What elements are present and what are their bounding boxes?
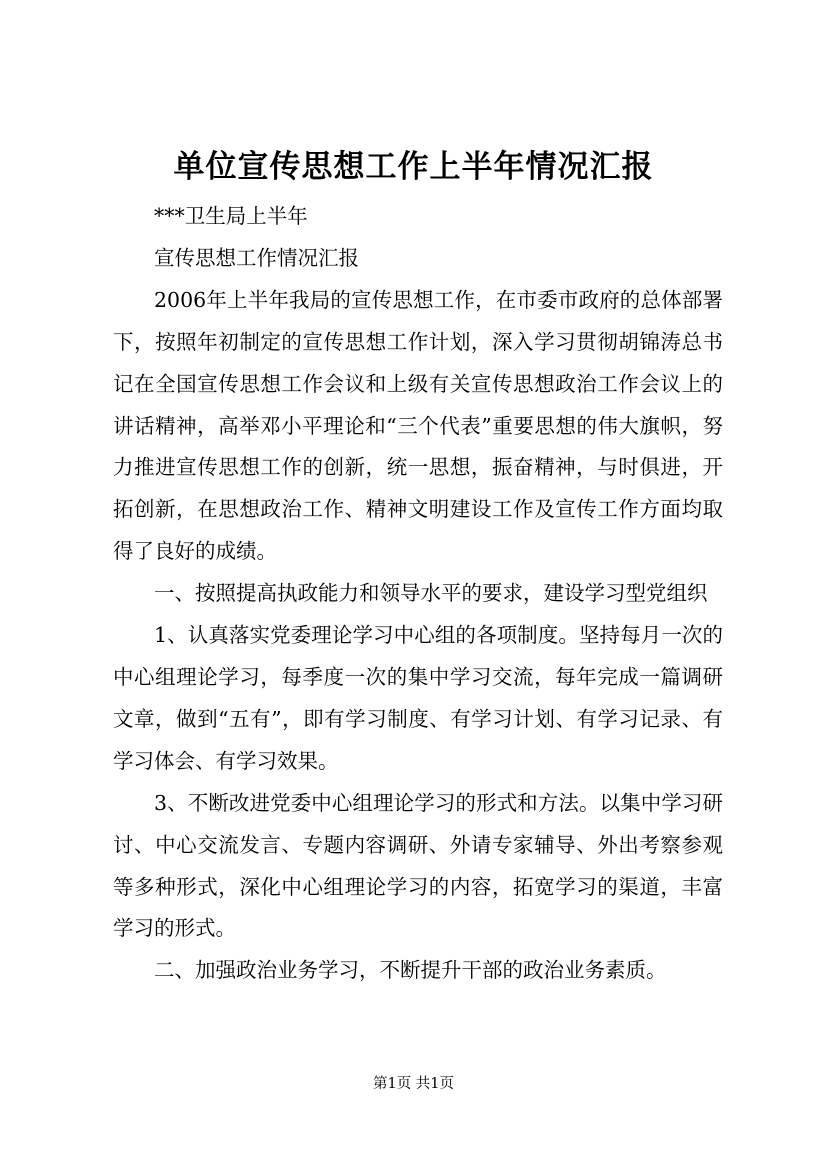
page-footer: 第1页 共1页 — [372, 1076, 455, 1092]
paragraph-intro: 2006年上半年我局的宣传思想工作，在市委市政府的总体部署下，按照年初制定的宣传思想工作计划，深入学习贯彻胡锦涛总书记在全国宣传思想工作会议和上级有关宣传思想政治工作会议上的讲话精神，高举邓小平理论和“三个代表”重要思想的伟大旗帜，努力推进宣传思想工作的创新，统一思想，振奋精神，与时俱进，开拓创新，在思想政治工作、精神文明建设工作及宣传工作方面均取得了良好的成绩。 — [113, 287, 723, 564]
document-title: 单位宣传思想工作上半年情况汇报 — [173, 149, 654, 185]
paragraph-section-one-heading: 一、按照提高执政能力和领导水平的要求，建设学习型党组织 — [154, 581, 708, 606]
paragraph-section-two-heading: 二、加强政治业务学习，不断提升干部的政治业务素质。 — [154, 958, 667, 983]
paragraph-unit-line: ***卫生局上半年 — [154, 204, 308, 228]
paragraph-item-one: 1、认真落实党委理论学习中心组的各项制度。坚持每月一次的中心组理论学习，每季度一次的集中学习交流，每年完成一篇调研文章，做到“五有”，即有学习制度、有学习计划、有学习记录、有学习体会、有学习效果。 — [113, 623, 723, 773]
document-body — [113, 196, 723, 992]
paragraph-subtitle-line: 宣传思想工作情况汇报 — [154, 245, 359, 270]
paragraph-item-three: 3、不断改进党委中心组理论学习的形式和方法。以集中学习研讨、中心交流发言、专题内容调研、外请专家辅导、外出考察参观等多种形式，深化中心组理论学习的内容，拓宽学习的渠道，丰富学习的形式。 — [113, 790, 723, 941]
